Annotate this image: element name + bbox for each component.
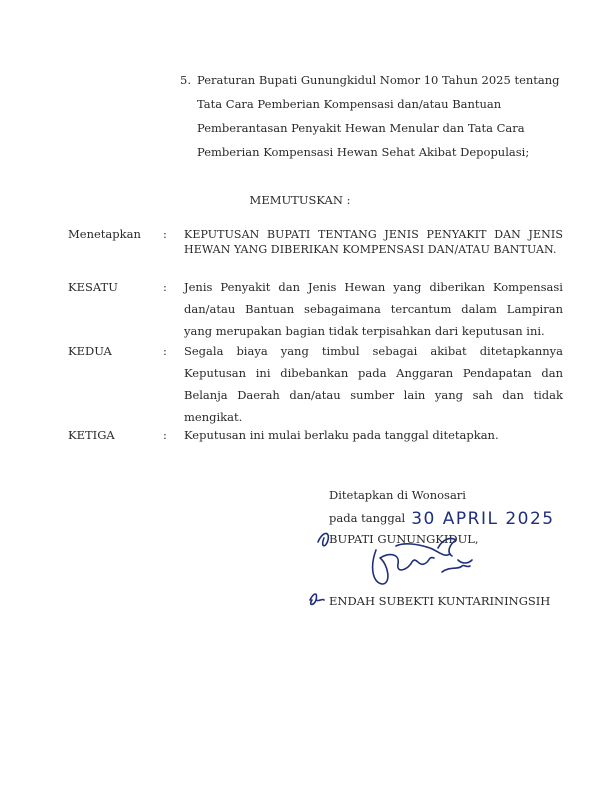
handwritten-signature	[300, 518, 520, 628]
row-colon: :	[163, 227, 167, 241]
row-label: KESATU	[68, 280, 118, 294]
row-colon: :	[163, 344, 167, 358]
item-number: 5.	[180, 73, 191, 87]
row-content: Jenis Penyakit dan Jenis Hewan yang diberikan Kompensasi dan/atau Bantuan sebagaimana tercantum dalam Lampiran yang merupakan bagian tidak terpisahkan dari keputusan ini.	[184, 280, 563, 338]
row-label: KEDUA	[68, 344, 112, 358]
row-colon: :	[163, 280, 167, 294]
consideration-item-5	[180, 68, 565, 164]
official-name: ENDAH SUBEKTI KUNTARININGSIH	[329, 594, 551, 608]
date-prefix: pada tanggal	[329, 511, 406, 525]
item-text: Peraturan Bupati Gunungkidul Nomor 10 Tahun 2025 tentang Tata Cara Pemberian Kompensasi dan/atau Bantuan Pemberantasan Penyakit Hewan Menular dan Tata Cara Pemberian Kompensasi Hewan Sehat Akibat Depopulasi;	[197, 73, 560, 159]
decision-heading: MEMUTUSKAN :	[249, 193, 351, 207]
row-content: Keputusan ini mulai berlaku pada tanggal ditetapkan.	[184, 428, 499, 442]
official-title: BUPATI GUNUNGKIDUL,	[329, 532, 479, 546]
row-content: KEPUTUSAN BUPATI TENTANG JENIS PENYAKIT DAN JENIS HEWAN YANG DIBERIKAN KOMPENSASI DAN/ATAU BANTUAN.	[184, 228, 563, 256]
row-content: Segala biaya yang timbul sebagai akibat ditetapkannya Keputusan ini dibebankan pada Anggaran Pendapatan dan Belanja Daerah dan/atau sumber lain yang sah dan tidak mengikat.	[184, 344, 563, 424]
handwritten-date: 30 APRIL 2025	[411, 509, 555, 529]
row-label: Menetapkan	[68, 227, 141, 241]
row-label: KETIGA	[68, 428, 115, 442]
signing-place: Ditetapkan di Wonosari	[329, 488, 466, 502]
row-colon: :	[163, 428, 167, 442]
